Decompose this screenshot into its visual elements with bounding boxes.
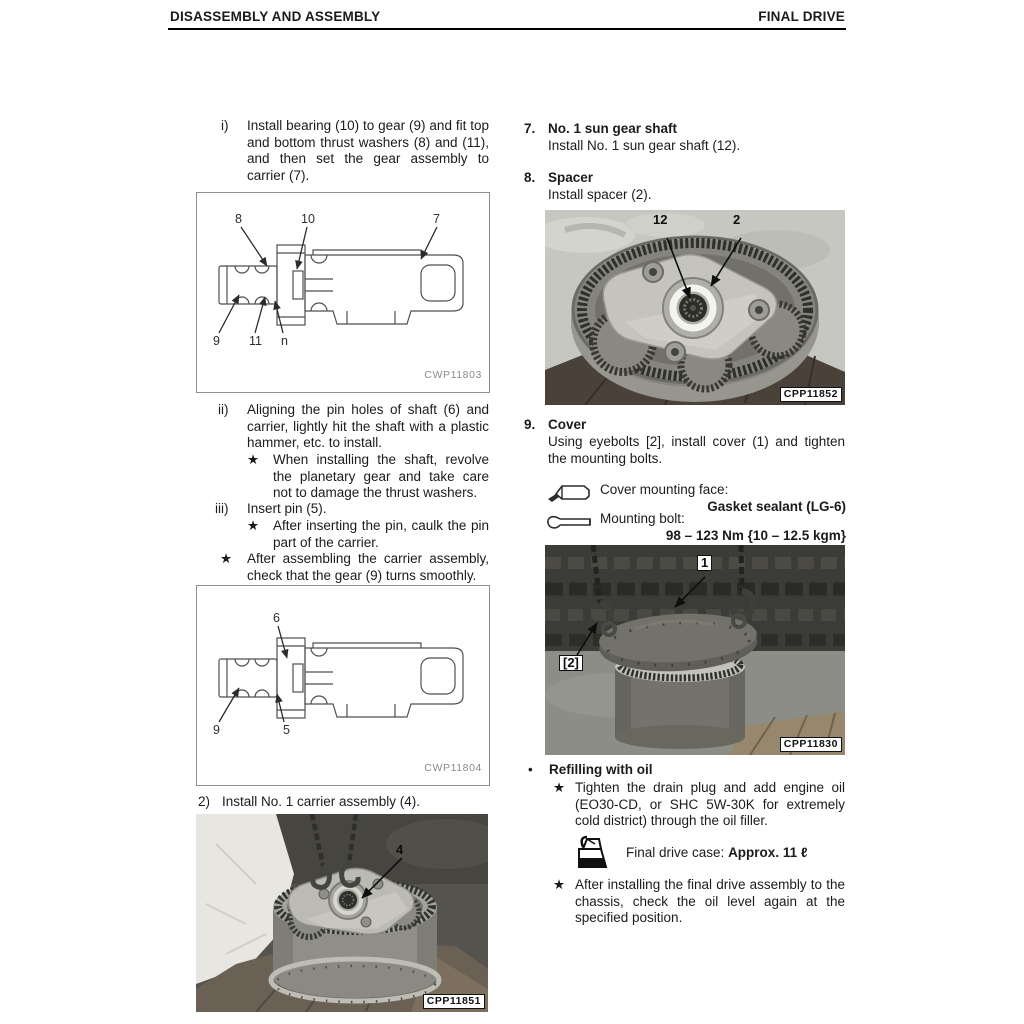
step-2-text: Install No. 1 carrier assembly (4).: [222, 794, 421, 809]
fig1-callout-7: 7: [433, 212, 440, 226]
final-note: [220, 551, 489, 584]
fig1-callout-9: 9: [213, 334, 220, 348]
fig2-callout-6: 6: [273, 611, 280, 625]
fig2-callout-9: 9: [213, 723, 220, 737]
section-9-heading: [524, 417, 845, 434]
section-8-title: Spacer: [548, 170, 594, 185]
fig1-callout-11: 11: [249, 334, 262, 348]
photo-carrier-assembly-image: [196, 814, 488, 1012]
fig1-callout-10: 10: [301, 212, 315, 226]
step-ii: [218, 402, 489, 452]
photo2-callout-12: 12: [653, 212, 668, 227]
bolt-spec-label: Mounting bolt:: [600, 511, 685, 526]
step-ii-text: Aligning the pin holes of shaft (6) and carrier, lightly hit the shaft with a plastic hammer, etc. to install.: [247, 402, 489, 450]
header-left-title: DISASSEMBLY AND ASSEMBLY: [170, 9, 381, 24]
section-9-title: Cover: [548, 417, 587, 432]
photo3-callout-2: [2]: [559, 655, 583, 671]
star-marker: ★: [220, 551, 233, 566]
fig2-callout-5: 5: [283, 723, 290, 737]
photo-sun-gear-spacer-image: [545, 210, 845, 405]
section-7-heading: [524, 121, 845, 138]
photo1-callout-4: 4: [396, 842, 404, 857]
refill-heading: [528, 762, 846, 779]
section-9-body: Using eyebolts [2], install cover (1) and tighten the mounting bolts.: [548, 434, 845, 466]
section-7-number: 7.: [524, 121, 536, 136]
step-iii-note-text: After inserting the pin, caulk the pin part of the carrier.: [273, 518, 489, 550]
refill-note-1-text: Tighten the drain plug and add engine oil (EO30-CD, or SHC 5W-30K for extremely cold district) through the oil filler.: [575, 780, 845, 828]
section-8-heading: [524, 170, 845, 187]
carrier-cross-section-drawing: [197, 586, 489, 785]
section-7-body: Install No. 1 sun gear shaft (12).: [548, 138, 741, 153]
refill-note-2-text: After installing the final drive assembly to the chassis, check the oil level again at the specified position.: [575, 877, 845, 925]
fig2-caption: CWP11804: [424, 762, 482, 774]
step-ii-note-text: When installing the shaft, revolve the planetary gear and take care not to damage the thrust washers.: [273, 452, 489, 500]
photo-carrier-assembly: [196, 814, 488, 1012]
step-i-text: Install bearing (10) to gear (9) and fit top and bottom thrust washers (8) and (11), and then set the gear assembly to carrier (7).: [247, 118, 489, 183]
refill-note-1: [553, 780, 845, 830]
refill-note-2: [553, 877, 845, 927]
star-marker: ★: [247, 452, 260, 467]
refill-title: Refilling with oil: [549, 762, 653, 777]
header-right-title: FINAL DRIVE: [758, 9, 845, 24]
oil-spec-line: [626, 845, 807, 862]
bolt-spec-value: 98 – 123 Nm {10 – 12.5 kgm}: [665, 528, 846, 543]
photo2-callout-2: 2: [733, 212, 741, 227]
gasket-spec-label: Cover mounting face:: [600, 482, 729, 497]
star-marker: ★: [553, 877, 566, 892]
gasket-spec-value: Gasket sealant (LG-6): [707, 499, 846, 514]
section-8-number: 8.: [524, 170, 536, 185]
photo1-caption: CPP11851: [423, 994, 485, 1009]
photo-cover-install: [545, 545, 845, 755]
header-rule: [168, 28, 846, 30]
step-2-marker: 2): [198, 794, 211, 809]
step-i: [221, 118, 489, 184]
refill-bullet: •: [528, 762, 533, 777]
oil-spec-value: Approx. 11 ℓ: [728, 845, 808, 860]
section-8-body: Install spacer (2).: [548, 187, 652, 202]
step-iii-note: [247, 518, 489, 551]
oil-spec-label: Final drive case:: [626, 845, 725, 860]
fig1-callout-8: 8: [235, 212, 242, 226]
step-iii: [215, 501, 489, 518]
section-9-number: 9.: [524, 417, 536, 432]
photo2-caption: CPP11852: [780, 387, 842, 402]
photo3-callout-1: 1: [697, 555, 712, 571]
fig1-caption: CWP11803: [424, 369, 482, 381]
star-marker: ★: [247, 518, 260, 533]
step-i-marker: i): [221, 118, 229, 133]
step-iii-marker: iii): [215, 501, 229, 516]
step-2: [198, 794, 489, 811]
fig1-callout-n: n: [281, 334, 288, 348]
oil-can-icon: [575, 835, 609, 876]
step-iii-text: Insert pin (5).: [247, 501, 327, 516]
step-ii-marker: ii): [218, 402, 229, 417]
star-marker: ★: [553, 780, 566, 795]
photo-cover-install-image: [545, 545, 845, 755]
step-ii-note: [247, 452, 489, 502]
final-note-text: After assembling the carrier assembly, check that the gear (9) turns smoothly.: [247, 551, 489, 583]
section-7-title: No. 1 sun gear shaft: [548, 121, 678, 136]
figure-carrier-section-2: [196, 585, 490, 786]
photo3-caption: CPP11830: [780, 737, 842, 752]
figure-carrier-section-1: [196, 192, 490, 393]
photo-sun-gear-spacer: [545, 210, 845, 405]
